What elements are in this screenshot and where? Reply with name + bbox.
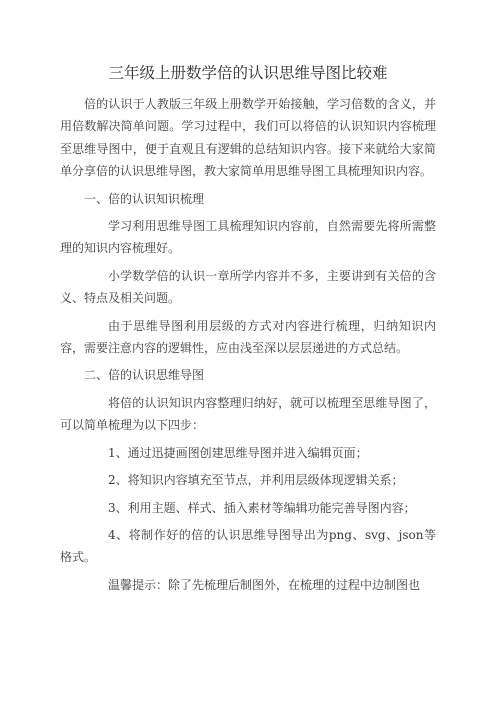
paragraph: 将倍的认识知识内容整理归纳好，就可以梳理至思维导图了，可以简单梳理为以下四步： xyxy=(60,395,436,433)
paragraph: 学习利用思维导图工具梳理知识内容前，自然需要先将所需整理的知识内容梳理好。 xyxy=(60,219,436,256)
section-heading-1: 一、倍的认识知识梳理 xyxy=(84,191,205,206)
paragraph: 由于思维导图利用层级的方式对内容进行梳理，归纳知识内容，需要注意内容的逻辑性，应由浅至深以层层递进的方式总结。 xyxy=(60,318,436,356)
step-item: 2、将知识内容填充至节点，并利用层级体现逻辑关系； xyxy=(108,473,404,488)
section-heading-2: 二、倍的认识思维导图 xyxy=(84,368,205,383)
step-item: 4、将制作好的倍的认识思维导图导出为png、svg、json等格式。 xyxy=(60,527,436,565)
paragraph: 小学数学倍的认识一章所学内容并不多，主要讲到有关倍的含义、特点及相关问题。 xyxy=(60,268,436,306)
tip-paragraph: 温馨提示：除了先梳理后制图外，在梳理的过程中边制图也 xyxy=(108,577,421,592)
intro-paragraph: 倍的认识于人教版三年级上册数学开始接触，学习倍数的含义，并用倍数解决简单问题。学习过程中，我们可以将倍的认识知识内容梳理至思维导图中，便于直观且有逻辑的总结知识内容。接下来就给大家简单分享倍的认识思维导图，教大家简单用思维导图工具梳理知识内容。 xyxy=(60,97,436,179)
document-body xyxy=(60,93,436,601)
document-title: 三年级上册数学倍的认识思维导图比较难 xyxy=(108,64,388,82)
step-item: 1、通过迅捷画图创建思维导图并进入编辑页面； xyxy=(108,445,368,460)
step-item: 3、利用主题、样式、插入素材等编辑功能完善导图内容； xyxy=(108,500,416,515)
